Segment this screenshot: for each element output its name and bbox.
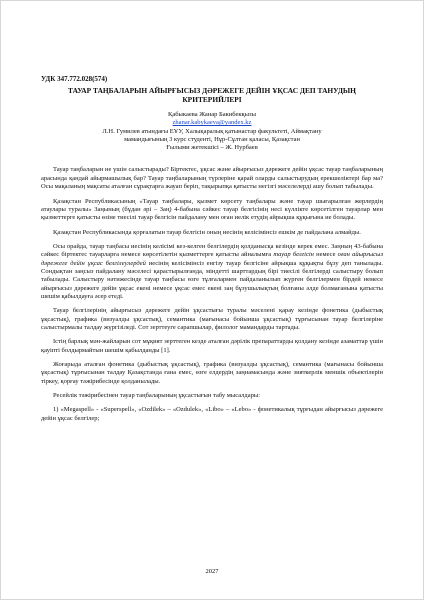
article-title: ТАУАР ТАҢБАЛАРЫН АЙЫРҒЫСЫЗ ДӘРЕЖЕГЕ ДЕЙІН ҰҚСАС ДЕП ТАНУДЫҢ КРИТЕРИЙЛЕРІ <box>68 86 356 104</box>
paragraph-4-italic-1: тауар белгісін <box>273 251 314 259</box>
paragraph-5: Тауар белгілерінің айырғысыз дәрежеге дейін ұқсастығы туралы мәселені қарау кезінде фонетика (дыбыстық ұқсастық), графика (визуалды ұқсастық), семантика (мағынасы бойынша ұқсастық) тұрғысынан тауар белгілеріне салыстырмалы талдау жүргізіледі. Сот зерттеуге сарапшылар, филолог мамандарды тартады. <box>41 307 383 331</box>
paragraph-6: Істің барлық мән-жайларын сот мұқият зерттеген кезде аталған дәрілік препараттарды қолдану кезінде азаматтар үшін қауіпті болдырмайтын шешім қабылданды [1]. <box>41 338 383 354</box>
paragraph-3: Қазақстан Республикасында қорғалатын тауар белгісін оның иесінің келісімінсіз ешкім де пайдалана алмайды. <box>53 228 361 236</box>
author-email-link[interactable]: zhanar.kabykaeva@yandex.kz <box>172 119 252 127</box>
paragraph-9: 1) «Megaspell» - «Superspell», «Ozdilek» – «Ozdulek», «Libo» – «Lebo» - фонетикалық тұрғыдан айырғысыз дәрежеге дейін ұқсас белгілер; <box>41 406 383 422</box>
author-name: Қабыкаева Жанар Бакибекқызы <box>168 111 256 118</box>
paragraph-7: Жоғарыда аталған фонетика (дыбыстық ұқсастық), графика (визуалды ұқсастық), семантика (мағынасы бойынша ұқсастық) тұрғысынан талдау Қазақстанда ғана емес, өзге елдердің заңнамасында және зияткерлік меншік объектілерін тіркеу, қорғау тәжірибесінде қолданылады. <box>41 361 383 385</box>
paragraph-4 <box>41 243 383 301</box>
paragraph-4-part-c: иесінің келісімінсіз енгізу тауар белгісіне айрықша құқықты бұзу деп танылады. Сондықтан заңсыз пайдалану мәселесі қарастырылғанда, міндетті шарттардың бірі тиесілі белгілерді салыстыру болып табылады. Салыстыру нәтижесінде тауар таңбасы өзге тұлғалармен пайдаланылып жүрген белгілермен бірдей немесе айырғысыз дәрежеге дейін ұқсас екені немесе ұқсас емес екені заң бұзушылықтың болғаны әлде болмағанына қатысты шешім қабылдауға әсер етеді. <box>41 259 383 300</box>
paragraph-4-part-b: немесе <box>313 251 338 259</box>
supervisor: Ғылыми жетекшісі – Ж. Нурбаев <box>166 144 258 152</box>
paragraph-8: Ресейлік тәжірибесінен тауар таңбаларының ұқсастығын табу мысалдары: <box>53 392 261 400</box>
author-affiliation-line-1: Л.Н. Гумилев атындағы ЕҰУ, Халықаралық қатынастар факультеті, Аймақтану <box>102 127 322 135</box>
paragraph-1: Тауар таңбаларын не үшін салыстырады? Біртектес, ұқсас және айырғысыз дәрежеге дейін ұқсас тауар таңбаларының арасында қандай айырмашылық бар? Тауар таңбаларының түрлеріне қарай оларды салыстырудың ерекшеліктері бар ма? Осы мақаланың мақсаты аталған сұрақтарға жауап беріп, тақырыпқа қатысты негізгі мәселелерді ашу болып табылады. <box>41 166 383 191</box>
paragraph-2: Қазақстан Республикасының «Тауар таңбалары, қызмет көрсету таңбалары және тауар шығарылған жерлердің атаулары туралы» Заңының (бұдан әрі – Заң) 4-бабына сәйкес тауар белгісінің несі күллікте көрсетілген тауарлар мен қызметтерге қатысты өзіне тиесілі тауар белгісін пайдалану мен оған иелік етудің айрықша құқығына ие болады. <box>41 197 383 222</box>
paragraph-4-part-a: Осы орайда, тауар таңбасы иесінің келісімі кез-келген белгілердің қолданысқа кезінде керек емес. Заңның 43-бабына сәйкес біртектес тауарларға немесе көрсетілетін қызметтерге қатысты айналымға <box>41 242 383 259</box>
author-affiliation-line-2: мамандығының 3 курс студенті, Нұр-Сұлтан қаласы, Қазақстан <box>124 135 300 143</box>
author-block <box>41 111 383 152</box>
paragraph-4-italic-2: оған айырғысыз дәрежеге дейін ұқсас белгілеулердей <box>41 251 383 267</box>
udk-code: УДК 347.772.028(574) <box>41 75 108 83</box>
page-number: 2027 <box>205 568 219 575</box>
